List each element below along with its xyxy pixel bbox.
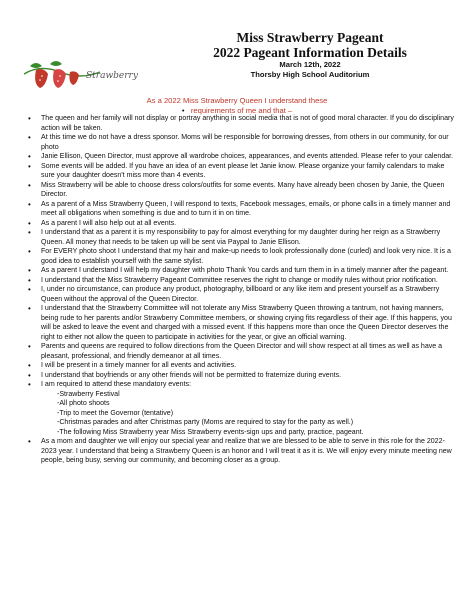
list-item: • For EVERY photo shoot I understand that my hair and make-up needs to look professionally done (curled) and look very nice. It is a good idea to establish yourself with the same stylist. xyxy=(28,247,454,266)
list-item: • Some events will be added. If you have an idea of an event please let Janie know. Please organize your family calendars to make sure your daughter doesn't miss more than 4 events. xyxy=(28,162,454,181)
requirements-list xyxy=(28,114,454,466)
closing-statement: • As a mom and daughter we will enjoy our special year and realize that we are blessed to be able to serve in this role for the 2022-2023 year. I understand that being a Strawberry Queen is an honor and I will treat it as it is. We will enjoy every minute meeting new people, being busy, serving our community, and becoming closer as a group. xyxy=(28,437,454,466)
list-item: • As a parent of a Miss Strawberry Queen, I will respond to texts, Facebook messages, emails, or phone calls in a timely manner and meet all obligations when something is due and to turn it in on time. xyxy=(28,200,454,219)
list-item: • I understand that the Strawberry Committee will not tolerate any Miss Strawberry Queen throwing a tantrum, not having manners, being rude to her parents and/or Strawberry Committee members, or showing crying fits regardless of their age. If this happens, you will be asked to leave the event and charged with a missed event. If this happens more than once the Queen Director deserves the right to either not allow the queen to participate in activities for the year, or give an official warning. xyxy=(28,304,454,342)
intro-block xyxy=(0,96,474,115)
list-item: • I will be present in a timely manner for all events and activities. xyxy=(28,361,454,371)
document-header xyxy=(150,30,470,80)
list-item: • As a parent I will also help out at all events. xyxy=(28,219,454,229)
list-item: • I understand that boyfriends or any other friends will not be permitted to fraternize during events. xyxy=(28,371,454,381)
title-line-2: 2022 Pageant Information Details xyxy=(213,45,407,60)
title-line-1: Miss Strawberry Pageant xyxy=(236,30,384,45)
list-item: • Parents and queens are required to follow directions from the Queen Director and will show respect at all times as well as have a pleasant, professional, and friendly demeanor at all times. xyxy=(28,342,454,361)
list-item: • Miss Strawberry will be able to choose dress colors/outfits for some events. Many have already been chosen by Janie, the Queen Director. xyxy=(28,181,454,200)
intro-line-2: requirements of me and that – xyxy=(190,105,293,115)
event-item: -Strawberry Festival xyxy=(57,390,120,398)
list-item: • I, under no circumstance, can produce any product, photography, billboard or any like item and present yourself as a Strawberry Queen without the approval of the Queen Director. xyxy=(28,285,454,304)
list-item: • Janie Ellison, Queen Director, must approve all wardrobe choices, appearances, and events attended. Please refer to your calendar. xyxy=(28,152,454,162)
event-item: -Christmas parades and after Christmas party (Moms are required to stay for the party as well.) xyxy=(57,419,354,426)
event-date: March 12th, 2022 xyxy=(279,60,341,69)
list-item: • The queen and her family will not display or portray anything in social media that is not of good moral character. If you do disciplinary action will be taken. xyxy=(28,114,454,133)
event-item: -Trip to meet the Governor (tentative) xyxy=(57,409,174,417)
list-item-events xyxy=(28,380,454,437)
event-venue: Thorsby High School Auditorium xyxy=(250,70,370,79)
logo-script-text: Strawberry xyxy=(86,71,138,81)
bullet-glyph: • xyxy=(181,105,191,115)
list-item: • As a parent I understand I will help my daughter with photo Thank You cards and turn them in in a timely manner after the pageant. xyxy=(28,266,454,276)
list-item: • I understand that the Miss Strawberry Pageant Committee reserves the right to change or modify rules without prior notification. xyxy=(28,276,454,286)
intro-line-1: As a 2022 Miss Strawberry Queen I understand these xyxy=(146,96,328,105)
list-item: • At this time we do not have a dress sponsor. Moms will be responsible for borrowing dresses, from others in our community, for our photo xyxy=(28,133,454,152)
list-item: • I understand that as a parent it is my responsibility to pay for almost everything for my daughter during her reign as a Strawberry Queen. All money that needs to be taken up will be sent via Paypal to Janie Ellison. xyxy=(28,228,454,247)
events-list xyxy=(41,390,454,438)
events-intro: I am required to attend these mandatory events: xyxy=(41,381,192,388)
event-item: -All photo shoots xyxy=(57,400,110,407)
strawberry-logo xyxy=(20,52,150,92)
event-item: -The following Miss Strawberry year Miss Strawberry events-sign ups and party, practice, pageant. xyxy=(57,428,364,436)
